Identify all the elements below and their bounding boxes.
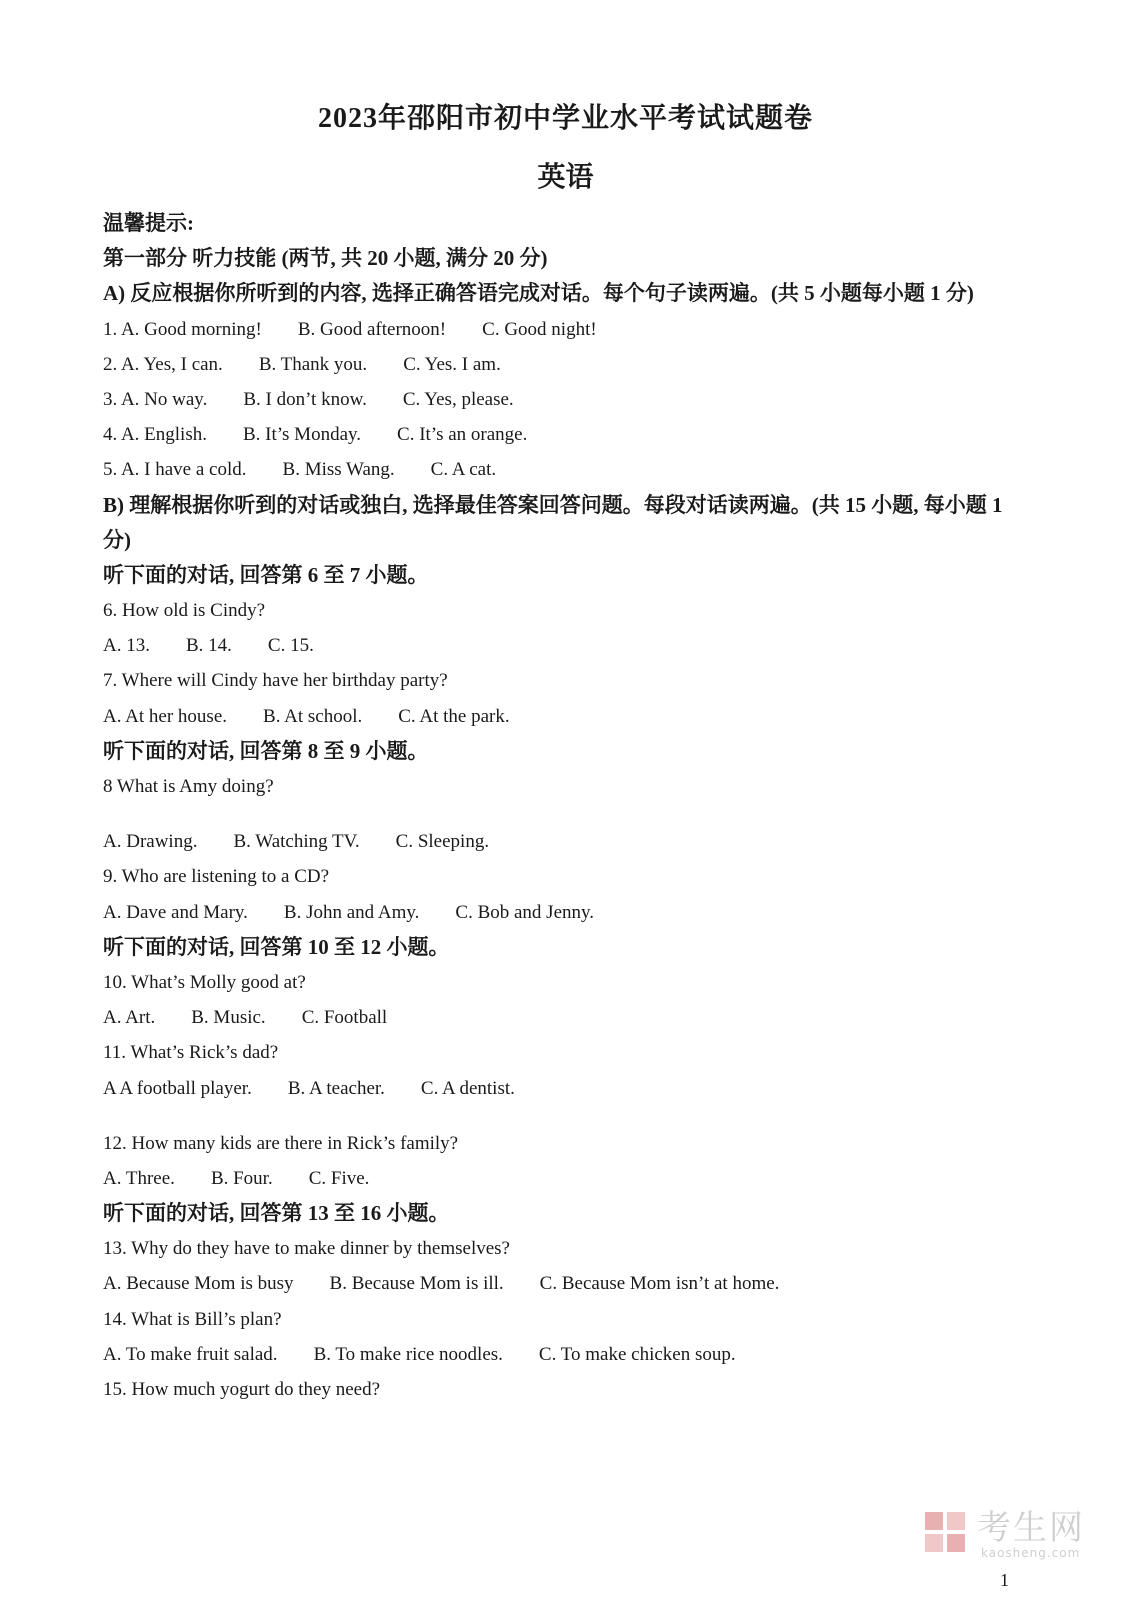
section-heading: 听下面的对话, 回答第 13 至 16 小题。 xyxy=(103,1201,450,1226)
answer-option: C. Yes, please. xyxy=(402,388,514,410)
answer-option: C. Good night! xyxy=(482,318,597,340)
exam-content xyxy=(103,206,1033,1407)
question-text: 8 What is Amy doing? xyxy=(103,776,274,798)
answer-options xyxy=(103,312,1033,347)
answer-option: B. Four. xyxy=(210,1167,273,1189)
answer-option: A A football player. xyxy=(103,1077,252,1099)
answer-option: 1. A. Good morning! xyxy=(103,318,262,340)
answer-option: A. Dave and Mary. xyxy=(103,901,248,923)
answer-option: C. Because Mom isn’t at home. xyxy=(539,1273,780,1295)
answer-option: A. 13. xyxy=(103,635,150,657)
answer-option: B. Watching TV. xyxy=(233,831,360,853)
answer-options xyxy=(103,1000,1033,1035)
answer-option: B. Miss Wang. xyxy=(282,459,395,481)
answer-option: A. Drawing. xyxy=(103,831,198,853)
answer-options xyxy=(103,824,1033,859)
section-heading: 听下面的对话, 回答第 6 至 7 小题。 xyxy=(103,562,429,587)
question-text: 13. Why do they have to make dinner by themselves? xyxy=(103,1238,510,1260)
page-number: 1 xyxy=(1000,1570,1009,1590)
section-heading: 第一部分 听力技能 (两节, 共 20 小题, 满分 20 分) xyxy=(103,246,548,271)
answer-option: B. I don’t know. xyxy=(243,388,367,410)
answer-option: 5. A. I have a cold. xyxy=(103,459,247,481)
answer-options xyxy=(103,382,1033,417)
watermark xyxy=(921,1508,1091,1560)
answer-option: B. John and Amy. xyxy=(283,901,420,923)
question-text: 14. What is Bill’s plan? xyxy=(103,1308,282,1330)
section-heading: 温馨提示: xyxy=(103,211,194,235)
answer-option: 3. A. No way. xyxy=(103,388,208,410)
answer-option: B. Thank you. xyxy=(258,353,368,375)
watermark-text: 考生网 xyxy=(977,1508,1085,1548)
spacer xyxy=(103,1106,1033,1126)
answer-option: A. Because Mom is busy xyxy=(103,1273,294,1295)
section-heading: 听下面的对话, 回答第 8 至 9 小题。 xyxy=(103,738,429,763)
answer-option: C. A cat. xyxy=(430,459,497,481)
answer-option: 2. A. Yes, I can. xyxy=(103,353,223,375)
answer-options xyxy=(103,895,1033,930)
answer-option: B. At school. xyxy=(263,705,363,727)
answer-options xyxy=(103,347,1033,382)
answer-options xyxy=(103,1161,1033,1196)
answer-option: A. To make fruit salad. xyxy=(103,1343,278,1365)
answer-options xyxy=(103,699,1033,734)
answer-option: B. 14. xyxy=(185,635,232,657)
answer-option: B. To make rice noodles. xyxy=(313,1343,503,1365)
answer-options xyxy=(103,452,1033,487)
answer-option: B. A teacher. xyxy=(287,1077,385,1099)
answer-option: C. Yes. I am. xyxy=(403,353,501,375)
answer-option: 4. A. English. xyxy=(103,424,207,446)
answer-option: C. 15. xyxy=(267,635,314,657)
section-heading: 听下面的对话, 回答第 10 至 12 小题。 xyxy=(103,934,450,959)
answer-option: B. Good afternoon! xyxy=(297,318,447,340)
answer-option: B. It’s Monday. xyxy=(242,424,362,446)
exam-title: 2023年邵阳市初中学业水平考试试题卷 xyxy=(317,103,813,134)
answer-option: C. Sleeping. xyxy=(395,831,490,853)
question-text: 15. How much yogurt do they need? xyxy=(103,1379,381,1401)
answer-options xyxy=(103,628,1033,663)
answer-options xyxy=(103,1071,1033,1106)
answer-options xyxy=(103,417,1033,452)
exam-subject: 英语 xyxy=(537,162,594,193)
answer-option: A. At her house. xyxy=(103,705,228,727)
question-text: 10. What’s Molly good at? xyxy=(103,971,306,993)
answer-option: A. Three. xyxy=(103,1167,175,1189)
section-heading: B) 理解根据你听到的对话或独白, 选择最佳答案回答问题。每段对话读两遍。(共 15 小题, 每小题 1 分) xyxy=(103,492,1003,552)
answer-option: C. At the park. xyxy=(398,705,510,727)
spacer xyxy=(103,804,1033,824)
answer-option: C. It’s an orange. xyxy=(397,424,528,446)
answer-option: B. Music. xyxy=(191,1007,266,1029)
answer-option: A. Art. xyxy=(103,1007,156,1029)
answer-options xyxy=(103,1337,1033,1372)
answer-option: C. Five. xyxy=(308,1167,370,1189)
question-text: 11. What’s Rick’s dad? xyxy=(103,1042,279,1064)
question-text: 12. How many kids are there in Rick’s family? xyxy=(103,1132,459,1154)
answer-option: B. Because Mom is ill. xyxy=(329,1273,504,1295)
watermark-url: kaosheng.com xyxy=(981,1546,1081,1560)
answer-option: C. Football xyxy=(301,1007,388,1029)
answer-option: C. Bob and Jenny. xyxy=(455,901,595,923)
answer-options xyxy=(103,1266,1033,1301)
question-text: 6. How old is Cindy? xyxy=(103,600,266,622)
question-text: 9. Who are listening to a CD? xyxy=(103,866,330,888)
kaosheng-logo-icon xyxy=(921,1508,971,1558)
section-heading: A) 反应根据你所听到的内容, 选择正确答语完成对话。每个句子读两遍。(共 5 小题每小题 1 分) xyxy=(103,281,974,306)
answer-option: C. A dentist. xyxy=(420,1077,515,1099)
answer-option: C. To make chicken soup. xyxy=(538,1343,736,1365)
question-text: 7. Where will Cindy have her birthday party? xyxy=(103,670,448,692)
